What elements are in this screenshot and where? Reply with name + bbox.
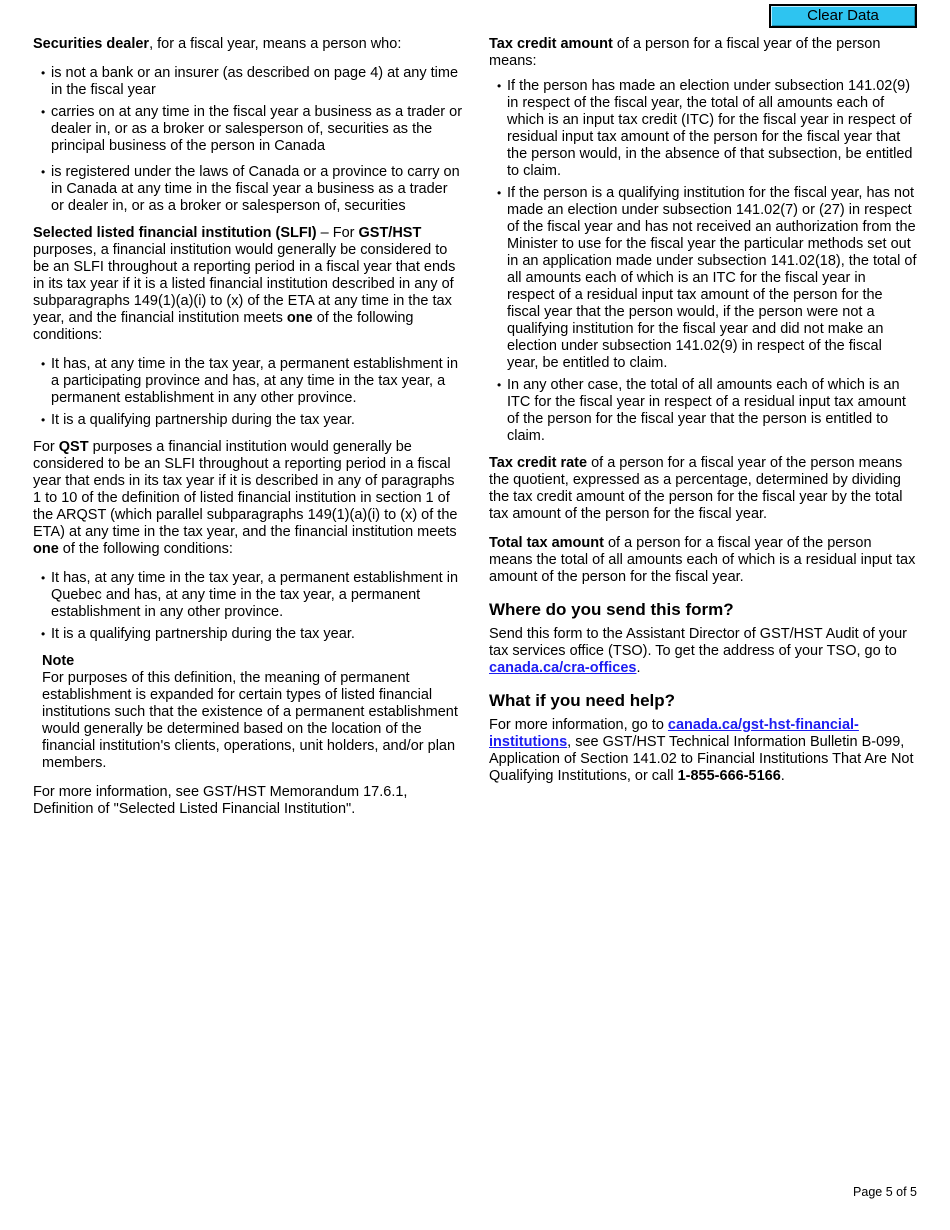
tax-credit-amount-definition [489,36,917,70]
list-item: • is registered under the laws of Canada or a province to carry on in Canada at any time in the fiscal year a business as a trader or dealer in, or as a broker or salesperson of, securities [33,164,463,215]
page-number: Page 5 of 5 [853,1185,917,1199]
financial-institutions-link[interactable]: canada.ca/gst-hst-financial-institutions [489,717,859,750]
total-tax-amount-definition [489,535,917,586]
slfi-conditions-list [33,356,463,429]
qst-for: For [33,439,59,455]
help-heading: What if you need help? [489,691,676,710]
tax-credit-rate-body: of a person for a fiscal year of the person means the quotient, expressed as a percentage, determined by dividing the tax credit amount of the person for the fiscal year by the total tax amount of the person for the fiscal year. [489,455,903,522]
securities-dealer-term: Securities dealer [33,36,150,52]
list-item: • It has, at any time in the tax year, a permanent establishment in a participating province and has, at any time in the tax year, a permanent establishment in any other province. [33,356,463,407]
list-item: • In any other case, the total of all amounts each of which is an ITC for the fiscal year in respect of a residual input tax amount of the person for the fiscal year that the person is entitled to claim. [489,377,917,445]
qst-conditions-list [33,570,463,643]
qst-body: purposes a financial institution would generally be considered to be an SLFI throughout a reporting period in a fiscal year that ends in its tax year if it is described in any of paragraphs 1 to 10 of the definition of listed financial institution in section 1 of the ARQST (which parallel subparagraphs 149(1)(a)(i) to (x) of the ETA) at any time in the tax year, and the financial institution meets [33,439,458,540]
send-form-text [489,626,917,677]
list-item: • It has, at any time in the tax year, a permanent establishment in Quebec and has, at any time in the tax year, a permanent establishment in any other province. [33,570,463,621]
slfi-one: one [286,310,313,326]
securities-dealer-definition [33,36,463,53]
total-tax-amount-body: of a person for a fiscal year of the person means the total of all amounts each of which is a residual input tax amount of the person for the fiscal year. [489,535,916,585]
list-item: • It is a qualifying partnership during the tax year. [33,626,463,643]
help-body: , see GST/HST Technical Information Bulletin B-099, Application of Section 141.02 to Financial Institutions That Are Not Qualifying Institutions, or call [489,734,914,784]
send-form-heading: Where do you send this form? [489,600,734,619]
qst-label: QST [58,439,89,455]
qst-one: one [33,541,59,557]
list-item: • If the person has made an election under subsection 141.02(9) in respect of the fiscal year, the total of all amounts each of which is an input tax credit (ITC) for the fiscal year in respect of residual input tax amount of the person for the fiscal year that the person would, in the absence of that subsection, be entitled to claim. [489,78,917,180]
note-box [42,653,463,772]
left-column [33,36,463,830]
cra-offices-link[interactable]: canada.ca/cra-offices [489,660,637,676]
list-item: • If the person is a qualifying institution for the fiscal year, has not made an election under subsection 141.02(7) or (27) in respect of the fiscal year and has not received an authorization from the Minister to use for the fiscal year the particular methods set out in an application made under subsection 141.02(18), the total of all amounts each of which is an ITC for the fiscal year in respect of a residual input tax amount of the person for the fiscal year that the person would, if the person were not a qualifying institution for the fiscal year and did not make an election under subsection 141.02(9) in respect of the fiscal year, be entitled to claim. [489,185,917,372]
qst-definition [33,439,463,558]
tax-credit-amount-list [489,78,917,445]
note-body: For purposes of this definition, the meaning of permanent establishment is expanded for certain types of listed financial institutions such that the existence of a permanent establishment would generally be determined based on the location of the financial institution's clients, operations, unit holders, and/or plan members. [42,670,458,771]
list-item: • carries on at any time in the fiscal year a business as a trader or dealer in, or as a broker or salesperson of, securities as the principal business of the person in Canada [33,104,463,155]
tax-credit-amount-term: Tax credit amount [489,36,613,52]
help-tail: . [780,768,785,784]
slfi-tail: of the following conditions: [33,310,414,343]
help-phone: 1-855-666-5166 [677,768,781,784]
securities-dealer-intro: , for a fiscal year, means a person who: [149,36,402,52]
send-form-body: Send this form to the Assistant Director of GST/HST Audit of your tax services office (TSO). To get the address of your TSO, go to [489,626,907,659]
list-item: • It is a qualifying partnership during the tax year. [33,412,463,429]
slfi-definition [33,225,463,344]
help-text [489,717,917,785]
tax-credit-amount-intro: of a person for a fiscal year of the person means: [489,36,881,69]
tax-credit-rate-term: Tax credit rate [489,455,588,471]
slfi-gst-label: GST/HST [358,225,422,241]
slfi-body: purposes, a financial institution would generally be considered to be an SLFI throughout a reporting period in a fiscal year that ends in its tax year if it is a listed financial institution described in any of subparagraphs 149(1)(a)(i) to (x) of the ETA at any time in the tax year, and the financial institution meets [33,242,456,326]
slfi-dash: – For [316,225,359,241]
help-intro: For more information, go to [489,717,668,733]
clear-data-button[interactable]: Clear Data [769,4,917,28]
tax-credit-rate-definition [489,455,917,523]
securities-dealer-list [33,65,463,215]
send-form-tail: . [636,660,641,676]
qst-tail: of the following conditions: [58,541,233,557]
list-item: • is not a bank or an insurer (as described on page 4) at any time in the fiscal year [33,65,463,99]
right-column [489,36,917,797]
total-tax-amount-term: Total tax amount [489,535,604,551]
slfi-term: Selected listed financial institution (SLFI) [33,225,317,241]
more-info-text: For more information, see GST/HST Memorandum 17.6.1, Definition of "Selected Listed Financial Institution". [33,784,408,817]
note-title: Note [42,653,75,669]
